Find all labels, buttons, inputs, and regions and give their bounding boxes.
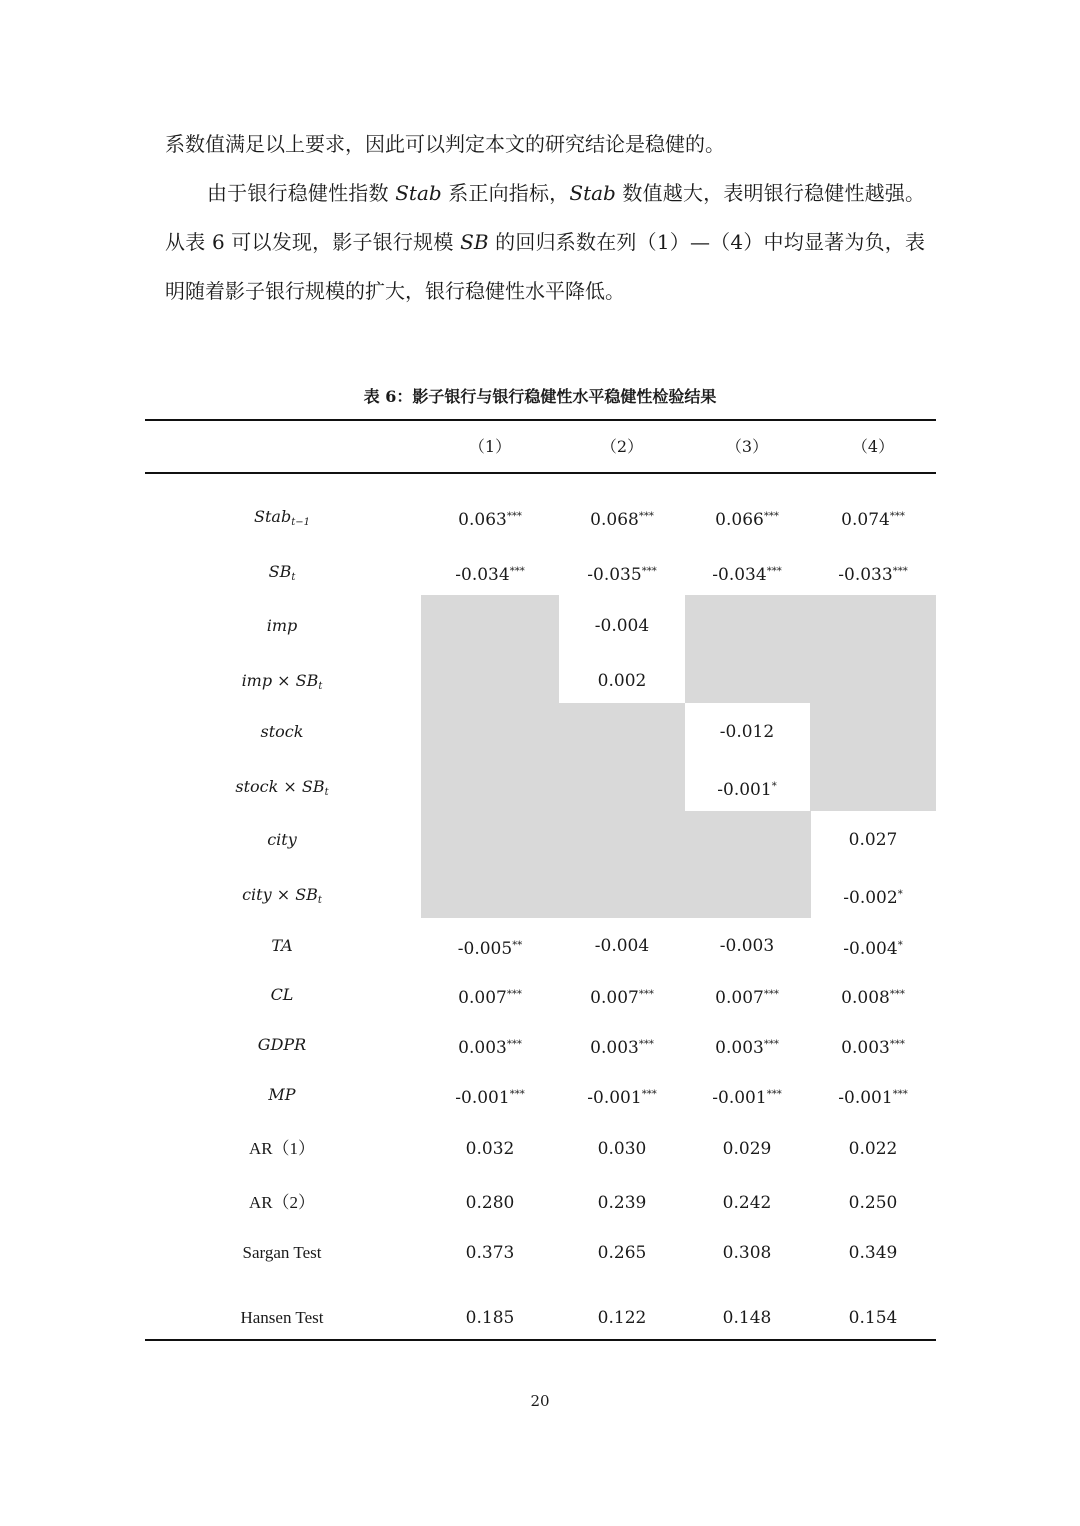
table-top-rule	[145, 419, 936, 421]
table-cell: -0.034***	[712, 565, 782, 585]
table-cell: 0.063***	[458, 510, 522, 530]
table-cell: -0.005**	[457, 939, 523, 959]
table-cell: -0.004	[594, 616, 650, 636]
row-label: imp × $SB_t$	[241, 671, 323, 692]
row-label: GDPR	[257, 1035, 307, 1054]
paragraph-2	[165, 169, 925, 316]
row-label: Hansen Test	[240, 1308, 324, 1327]
table-cell: -0.033***	[838, 565, 908, 585]
table-cell: -0.001*	[717, 780, 777, 800]
table-cell: -0.035***	[587, 565, 657, 585]
row-label: AR（1）	[248, 1139, 316, 1158]
table-cell: 0.008***	[841, 988, 905, 1008]
table-cell: 0.022	[848, 1139, 898, 1159]
table-cell: -0.034***	[455, 565, 525, 585]
table-cell: 0.373	[465, 1243, 515, 1263]
table-cell: -0.012	[719, 722, 775, 742]
table-cell: 0.250	[848, 1193, 898, 1213]
table-cell: 0.003***	[841, 1038, 905, 1058]
column-header: （4）	[851, 437, 895, 456]
table-cell: -0.001***	[455, 1088, 525, 1108]
table-cell: 0.007***	[715, 988, 779, 1008]
table-cell: -0.001***	[712, 1088, 782, 1108]
row-label: stock × $SB_t$	[235, 777, 329, 798]
table-cell: 0.265	[597, 1243, 647, 1263]
row-label: city	[267, 830, 297, 849]
table-cell: 0.074***	[841, 510, 905, 530]
column-header: （2）	[600, 437, 644, 456]
row-label: imp	[266, 616, 298, 635]
table-cell: 0.003***	[590, 1038, 654, 1058]
table-cell: -0.002*	[843, 888, 903, 908]
table-cell: 0.185	[465, 1308, 515, 1328]
row-label: $SB_t$	[268, 562, 296, 583]
table-cell: 0.002	[597, 671, 647, 691]
row-label: MP	[268, 1085, 296, 1104]
shade-block-col1	[421, 595, 559, 918]
table-cell: 0.239	[597, 1193, 647, 1213]
shade-block-col3-top	[685, 595, 811, 703]
shade-block-col2	[559, 703, 685, 918]
table-cell: -0.001***	[838, 1088, 908, 1108]
table-cell: 0.030	[597, 1139, 647, 1159]
paragraph-1-text: 系数值满足以上要求，因此可以判定本文的研究结论是稳健的。	[165, 132, 725, 156]
row-label: city × $SB_t$	[242, 885, 322, 906]
row-label: TA	[271, 936, 293, 955]
row-label: AR（2）	[248, 1193, 316, 1212]
column-header: （3）	[725, 437, 769, 456]
table-cell: 0.148	[722, 1308, 772, 1328]
table-cell: 0.242	[722, 1193, 772, 1213]
table-cell: 0.003***	[458, 1038, 522, 1058]
table-cell: 0.280	[465, 1193, 515, 1213]
table-cell: -0.004*	[843, 939, 903, 959]
table-cell: 0.007***	[458, 988, 522, 1008]
table-cell: 0.349	[848, 1243, 898, 1263]
table-header-rule	[145, 472, 936, 474]
row-label: stock	[260, 722, 304, 741]
paragraph-1	[165, 120, 925, 169]
table-caption: 表 6：影子银行与银行稳健性水平稳健性检验结果	[363, 387, 717, 406]
table-cell: -0.003	[719, 936, 775, 956]
shade-block-col3-bottom	[685, 811, 811, 918]
table-cell: 0.068***	[590, 510, 654, 530]
page-number: 20	[530, 1392, 550, 1410]
paragraph-2-text: 由于银行稳健性指数 Stab 系正向指标，Stab 数值越大，表明银行稳健性越强。从表 6 可以发现，影子银行规模 SB 的回归系数在列（1）—（4）中均显著为负，表明随着影子银行规模的扩大，银行稳健性水平降低。	[165, 181, 926, 303]
table-cell: 0.122	[597, 1308, 647, 1328]
table-cell: 0.154	[848, 1308, 898, 1328]
column-header: （1）	[468, 437, 512, 456]
shade-block-col4	[810, 595, 936, 811]
table-cell: 0.032	[465, 1139, 515, 1159]
table-cell: 0.066***	[715, 510, 779, 530]
table-bottom-rule	[145, 1339, 936, 1341]
table-cell: -0.001***	[587, 1088, 657, 1108]
row-label: CL	[270, 985, 294, 1004]
table-cell: -0.004	[594, 936, 650, 956]
table-cell: 0.003***	[715, 1038, 779, 1058]
row-label: Sargan Test	[242, 1243, 322, 1262]
table-cell: 0.027	[848, 830, 898, 850]
table-cell: 0.007***	[590, 988, 654, 1008]
table-cell: 0.029	[722, 1139, 772, 1159]
table-cell: 0.308	[722, 1243, 772, 1263]
row-label: Stab$_{t-1}$	[254, 507, 310, 528]
